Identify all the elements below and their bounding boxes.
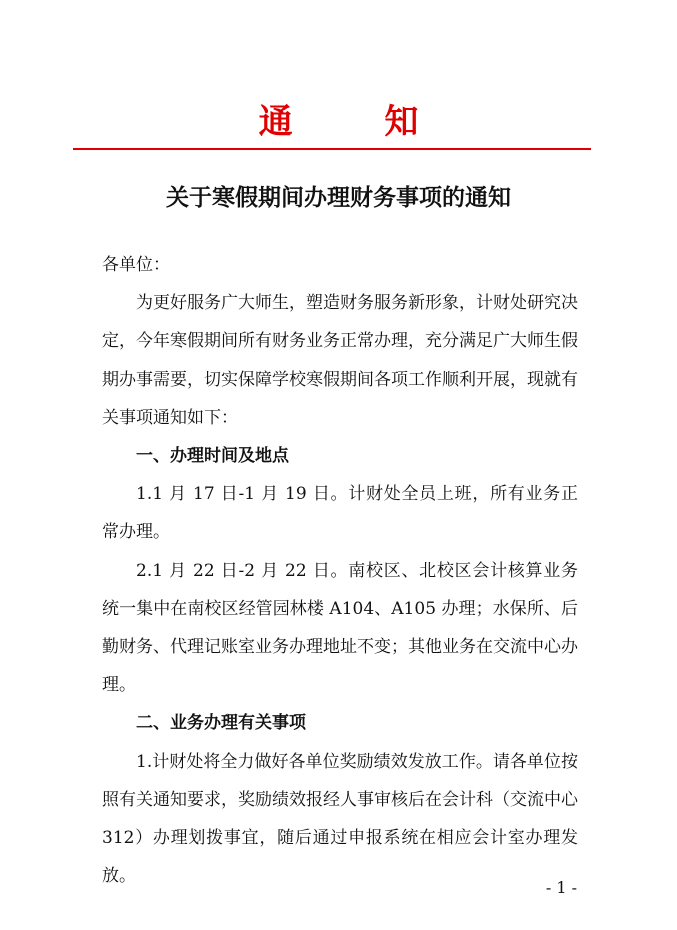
salutation: 各单位： <box>102 255 170 275</box>
notice-header-title: 通 知 <box>258 102 459 142</box>
document-body <box>102 246 578 895</box>
section-heading-business-matters: 二、业务办理有关事项 <box>136 713 306 734</box>
document-title: 关于寒假期间办理财务事项的通知 <box>166 184 511 211</box>
section1-item2: 2.1 月 22 日-2 月 22 日。南校区、北校区会计核算业务统一集中在南校区经管园林楼 A104、A105 办理；水保所、后勤财务、代理记账室业务办理地址不变；其他业务在交流中心办理。 <box>102 560 578 696</box>
section1-item1: 1.1 月 17 日-1 月 19 日。计财处全员上班，所有业务正常办理。 <box>102 484 578 543</box>
section-heading-time-location: 一、办理时间及地点 <box>136 446 289 467</box>
red-header-rule <box>73 148 591 150</box>
page-number: - 1 - <box>545 878 577 897</box>
section2-item1: 1.计财处将全力做好各单位奖励绩效发放工作。请各单位按照有关通知要求，奖励绩效报经人事审核后在会计科（交流中心 312）办理划拨事宜，随后通过申报系统在相应会计室办理发放。 <box>102 751 578 887</box>
intro-paragraph: 为更好服务广大师生，塑造财务服务新形象，计财处研究决定，今年寒假期间所有财务业务正常办理，充分满足广大师生假期办事需要，切实保障学校寒假期间各项工作顺利开展，现就有关事项通知如下： <box>102 293 578 428</box>
